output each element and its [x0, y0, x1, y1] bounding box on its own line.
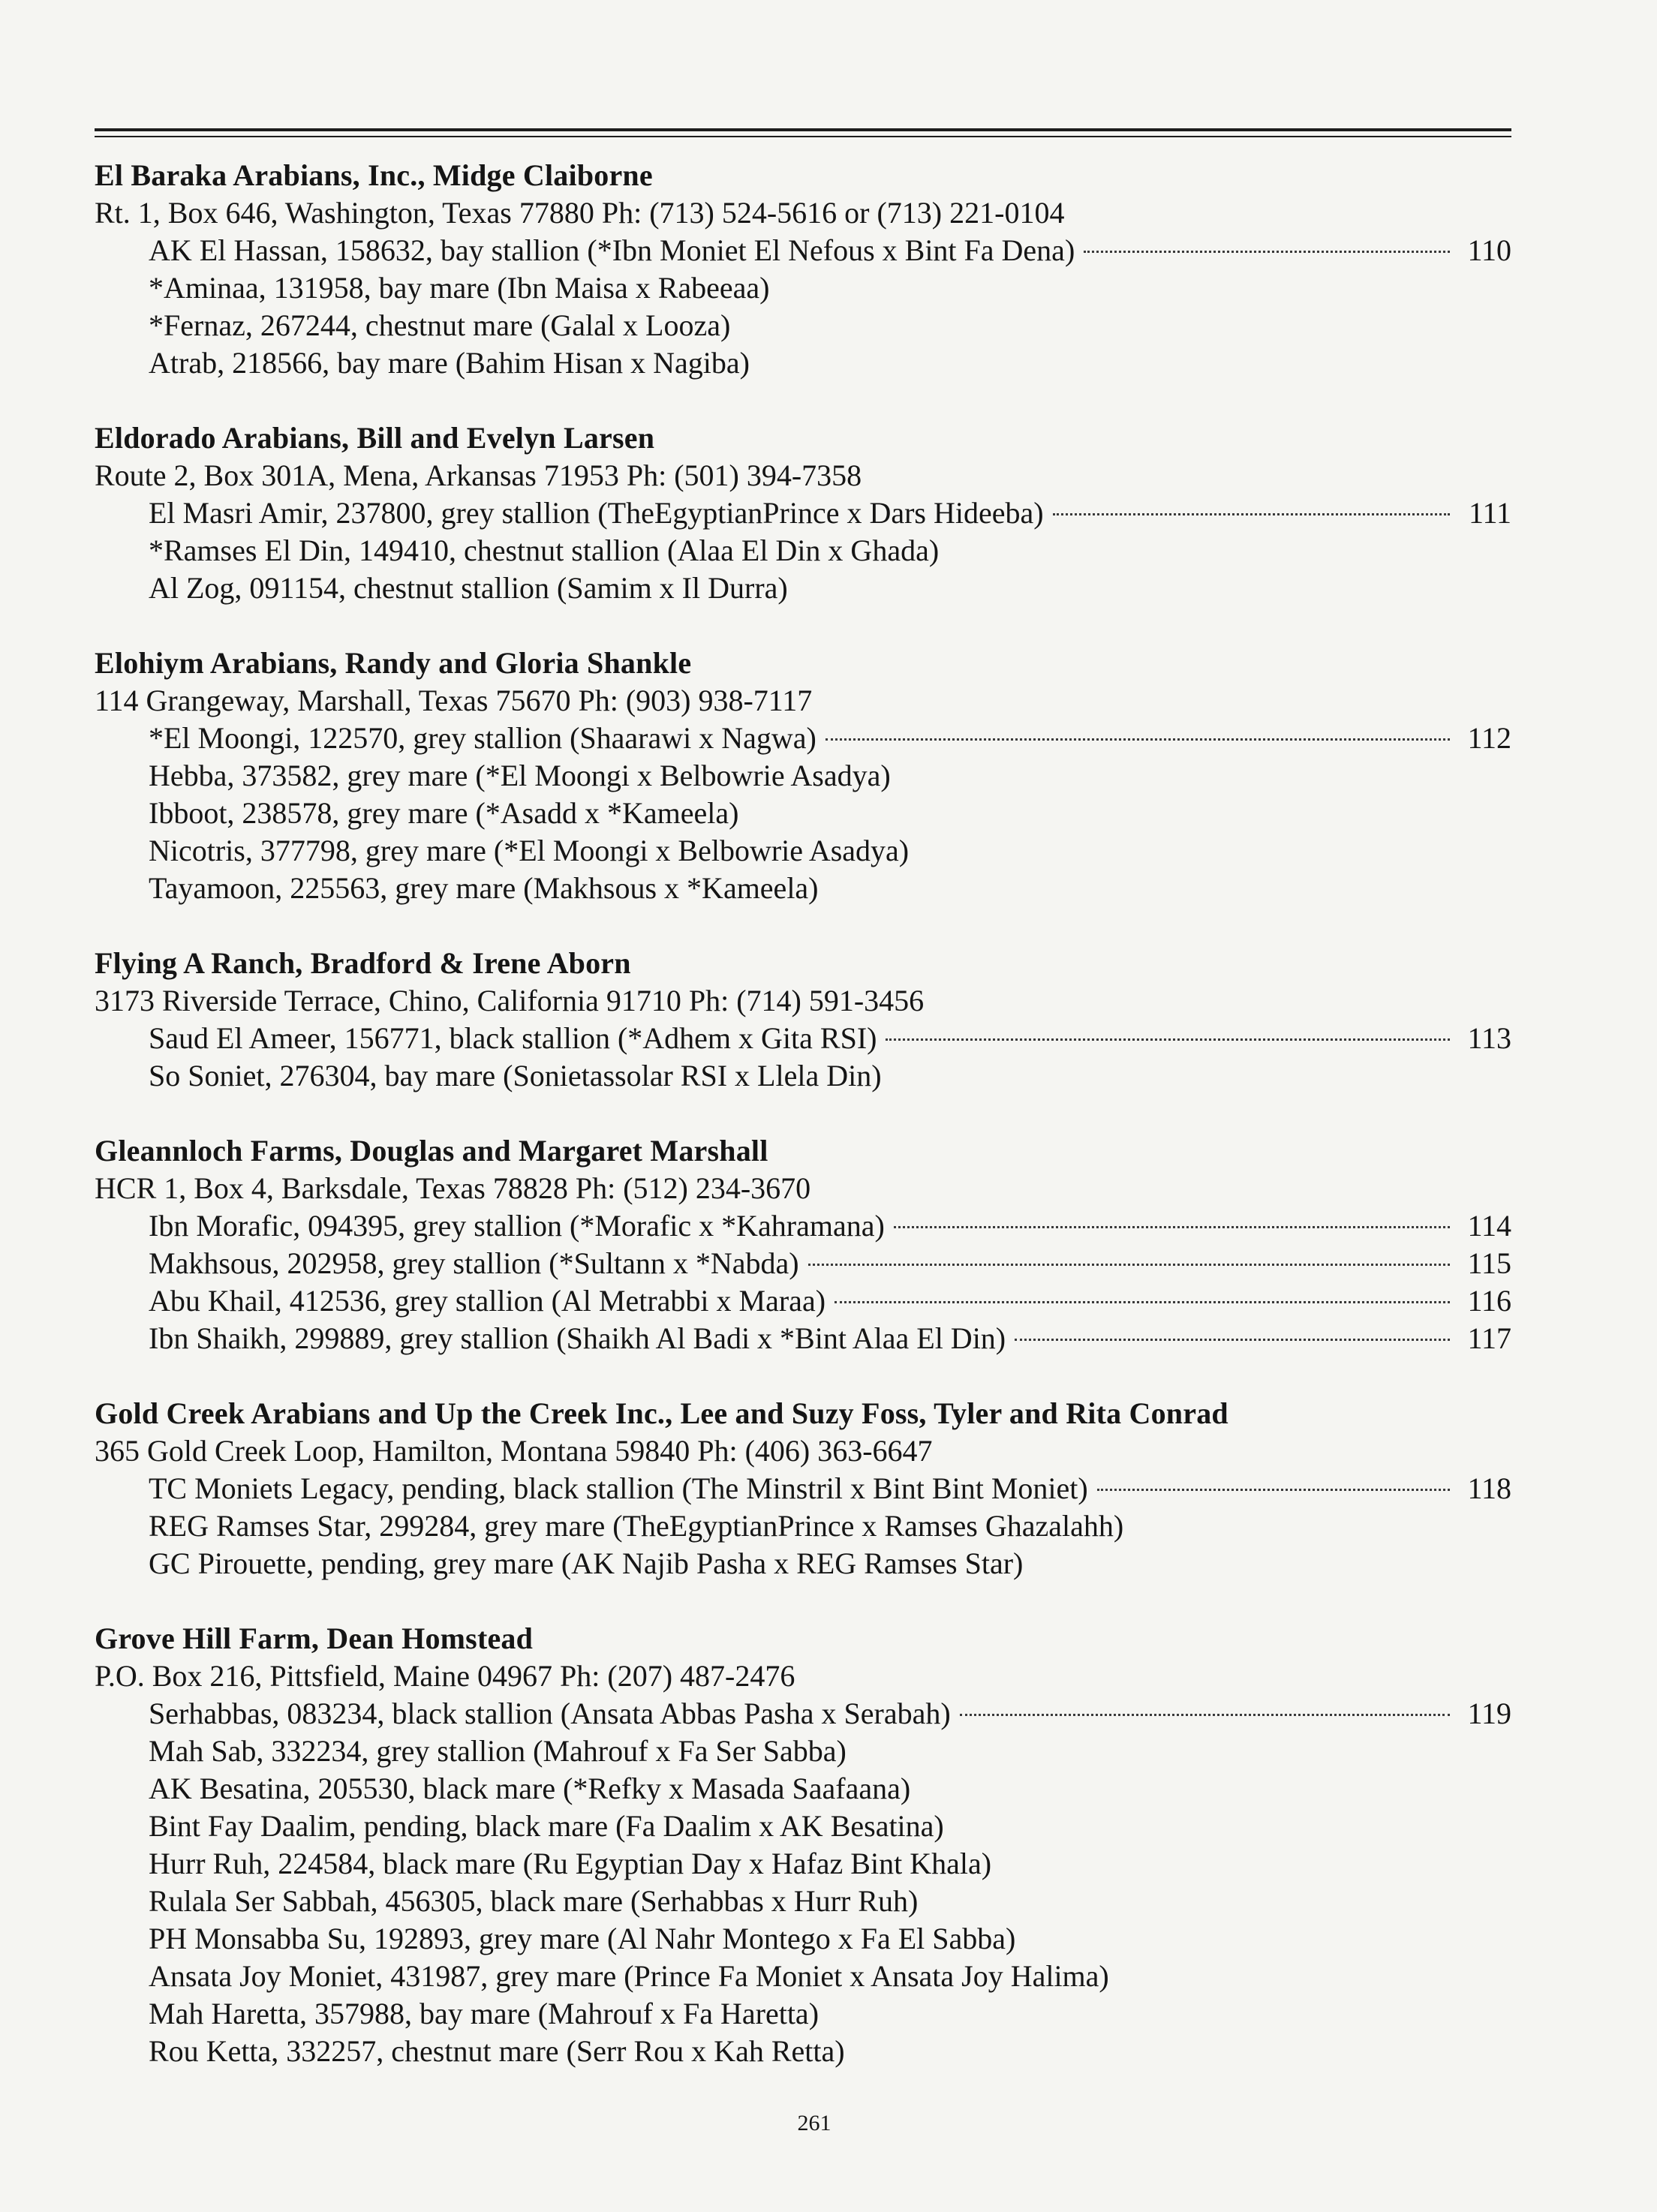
- horse-description: El Masri Amir, 237800, grey stallion (TheEgyptianPrince x Dars Hideeba): [149, 496, 1044, 530]
- horse-listing: [149, 757, 1511, 795]
- dot-leader: [1097, 1489, 1450, 1491]
- top-double-rule: [95, 128, 1511, 131]
- breeder-entry: [95, 1395, 1511, 1582]
- horse-listing: [149, 532, 1511, 570]
- breeder-entry: [95, 1620, 1511, 2070]
- horse-listing: [149, 1245, 1511, 1282]
- horse-listing: [149, 269, 1511, 307]
- farm-address: 114 Grangeway, Marshall, Texas 75670 Ph: (903) 938-7117: [95, 684, 813, 717]
- breeder-entry: [95, 1132, 1511, 1357]
- horse-listing: [149, 1845, 1511, 1883]
- page-reference: 111: [1468, 496, 1511, 530]
- horse-listing: [149, 1020, 1511, 1057]
- horse-listing: [149, 1958, 1511, 1995]
- farm-name: Elohiym Arabians, Randy and Gloria Shankle: [95, 646, 692, 680]
- horse-description: Rou Ketta, 332257, chestnut mare (Serr Rou x Kah Retta): [149, 2034, 845, 2068]
- breeder-entry: [95, 945, 1511, 1095]
- horse-description: Ansata Joy Moniet, 431987, grey mare (Prince Fa Moniet x Ansata Joy Halima): [149, 1959, 1109, 1993]
- page-reference: 119: [1467, 1697, 1511, 1730]
- horse-listing: [149, 570, 1511, 607]
- horse-listing: [149, 870, 1511, 907]
- dot-leader: [1015, 1339, 1450, 1341]
- horse-description: *El Moongi, 122570, grey stallion (Shaarawi x Nagwa): [149, 721, 816, 755]
- page-reference: 116: [1467, 1284, 1511, 1318]
- farm-name: El Baraka Arabians, Inc., Midge Claiborne: [95, 158, 653, 192]
- horse-listing: [149, 1733, 1511, 1770]
- farm-address: HCR 1, Box 4, Barksdale, Texas 78828 Ph: (512) 234-3670: [95, 1171, 811, 1205]
- horse-listing: [149, 832, 1511, 870]
- horse-description: Mah Sab, 332234, grey stallion (Mahrouf x Fa Ser Sabba): [149, 1734, 847, 1768]
- page-reference: 112: [1467, 721, 1511, 755]
- horse-description: Ibn Shaikh, 299889, grey stallion (Shaikh Al Badi x *Bint Alaa El Din): [149, 1321, 1006, 1355]
- page-reference: 115: [1467, 1246, 1511, 1280]
- horse-listing: [149, 1507, 1511, 1545]
- farm-name: Gleannloch Farms, Douglas and Margaret Marshall: [95, 1134, 768, 1168]
- horse-description: Tayamoon, 225563, grey mare (Makhsous x *Kameela): [149, 871, 819, 905]
- horse-description: So Soniet, 276304, bay mare (Sonietassolar RSI x Llela Din): [149, 1059, 882, 1092]
- horse-listing: [149, 307, 1511, 344]
- breeder-entry: [95, 645, 1511, 907]
- page-reference: 117: [1467, 1321, 1511, 1355]
- horse-listing: [149, 1470, 1511, 1507]
- farm-address: Rt. 1, Box 646, Washington, Texas 77880 Ph: (713) 524-5616 or (713) 221-0104: [95, 196, 1065, 230]
- breeder-entry: [95, 419, 1511, 607]
- horse-description: Nicotris, 377798, grey mare (*El Moongi x Belbowrie Asadya): [149, 834, 910, 867]
- horse-listing: [149, 344, 1511, 382]
- dot-leader: [960, 1714, 1450, 1716]
- page-reference: 113: [1467, 1021, 1511, 1055]
- horse-listing: [149, 1057, 1511, 1095]
- horse-description: Al Zog, 091154, chestnut stallion (Samim x Il Durra): [149, 571, 788, 605]
- horse-description: Makhsous, 202958, grey stallion (*Sultann x *Nabda): [149, 1246, 799, 1280]
- dot-leader: [808, 1264, 1450, 1266]
- horse-description: GC Pirouette, pending, grey mare (AK Najib Pasha x REG Ramses Star): [149, 1546, 1024, 1580]
- horse-description: TC Moniets Legacy, pending, black stallion (The Minstril x Bint Bint Moniet): [149, 1471, 1088, 1505]
- horse-listing: [149, 1695, 1511, 1733]
- horse-listing: [149, 1808, 1511, 1845]
- horse-description: Bint Fay Daalim, pending, black mare (Fa Daalim x AK Besatina): [149, 1809, 944, 1843]
- dot-leader: [886, 1038, 1450, 1041]
- horse-description: *Aminaa, 131958, bay mare (Ibn Maisa x Rabeeaa): [149, 271, 770, 305]
- horse-description: Atrab, 218566, bay mare (Bahim Hisan x Nagiba): [149, 346, 750, 380]
- horse-listing: [149, 1883, 1511, 1920]
- horse-listing: [149, 720, 1511, 757]
- horse-description: Mah Haretta, 357988, bay mare (Mahrouf x Fa Haretta): [149, 1997, 819, 2030]
- dot-leader: [1053, 513, 1450, 515]
- horse-description: Ibn Morafic, 094395, grey stallion (*Morafic x *Kahramana): [149, 1209, 885, 1243]
- horse-listing: [149, 795, 1511, 832]
- horse-description: PH Monsabba Su, 192893, grey mare (Al Nahr Montego x Fa El Sabba): [149, 1922, 1016, 1955]
- farm-address: 365 Gold Creek Loop, Hamilton, Montana 59840 Ph: (406) 363-6647: [95, 1434, 933, 1468]
- horse-description: Hebba, 373582, grey mare (*El Moongi x Belbowrie Asadya): [149, 759, 891, 792]
- page-reference: 110: [1467, 233, 1511, 267]
- horse-description: Rulala Ser Sabbah, 456305, black mare (Serhabbas x Hurr Ruh): [149, 1884, 919, 1918]
- horse-description: Hurr Ruh, 224584, black mare (Ru Egyptian Day x Hafaz Bint Khala): [149, 1847, 992, 1880]
- horse-description: Saud El Ameer, 156771, black stallion (*Adhem x Gita RSI): [149, 1021, 877, 1055]
- breeder-entry: [95, 157, 1511, 382]
- horse-description: Abu Khail, 412536, grey stallion (Al Metrabbi x Maraa): [149, 1284, 826, 1318]
- horse-description: REG Ramses Star, 299284, grey mare (TheEgyptianPrince x Ramses Ghazalahh): [149, 1509, 1124, 1543]
- dot-leader: [1084, 251, 1450, 253]
- horse-listing: [149, 1282, 1511, 1320]
- horse-listing: [149, 1995, 1511, 2033]
- farm-name: Grove Hill Farm, Dean Homstead: [95, 1621, 534, 1655]
- page-number: 261: [797, 2111, 832, 2135]
- farm-name: Gold Creek Arabians and Up the Creek Inc., Lee and Suzy Foss, Tyler and Rita Conrad: [95, 1396, 1228, 1430]
- breeder-directory-list: [95, 157, 1511, 2108]
- top-double-rule-secondary: [95, 136, 1511, 137]
- dot-leader: [894, 1226, 1450, 1228]
- dot-leader: [835, 1301, 1450, 1303]
- horse-listing: [149, 1770, 1511, 1808]
- page-reference: 114: [1467, 1209, 1511, 1243]
- farm-name: Flying A Ranch, Bradford & Irene Aborn: [95, 946, 631, 980]
- horse-listing: [149, 1320, 1511, 1357]
- horse-description: Ibboot, 238578, grey mare (*Asadd x *Kameela): [149, 796, 739, 830]
- horse-listing: [149, 494, 1511, 532]
- horse-listing: [149, 2033, 1511, 2070]
- horse-description: *Ramses El Din, 149410, chestnut stallion (Alaa El Din x Ghada): [149, 533, 940, 567]
- horse-listing: [149, 1545, 1511, 1582]
- farm-name: Eldorado Arabians, Bill and Evelyn Larsen: [95, 421, 655, 455]
- horse-description: AK Besatina, 205530, black mare (*Refky x Masada Saafaana): [149, 1772, 911, 1805]
- horse-listing: [149, 232, 1511, 269]
- page-reference: 118: [1467, 1471, 1511, 1505]
- dot-leader: [825, 738, 1450, 741]
- farm-address: Route 2, Box 301A, Mena, Arkansas 71953 Ph: (501) 394-7358: [95, 458, 862, 492]
- horse-listing: [149, 1207, 1511, 1245]
- farm-address: 3173 Riverside Terrace, Chino, California 91710 Ph: (714) 591-3456: [95, 984, 925, 1017]
- horse-description: Serhabbas, 083234, black stallion (Ansata Abbas Pasha x Serabah): [149, 1697, 951, 1730]
- horse-description: AK El Hassan, 158632, bay stallion (*Ibn Moniet El Nefous x Bint Fa Dena): [149, 233, 1075, 267]
- horse-listing: [149, 1920, 1511, 1958]
- farm-address: P.O. Box 216, Pittsfield, Maine 04967 Ph: (207) 487-2476: [95, 1659, 795, 1693]
- horse-description: *Fernaz, 267244, chestnut mare (Galal x Looza): [149, 308, 731, 342]
